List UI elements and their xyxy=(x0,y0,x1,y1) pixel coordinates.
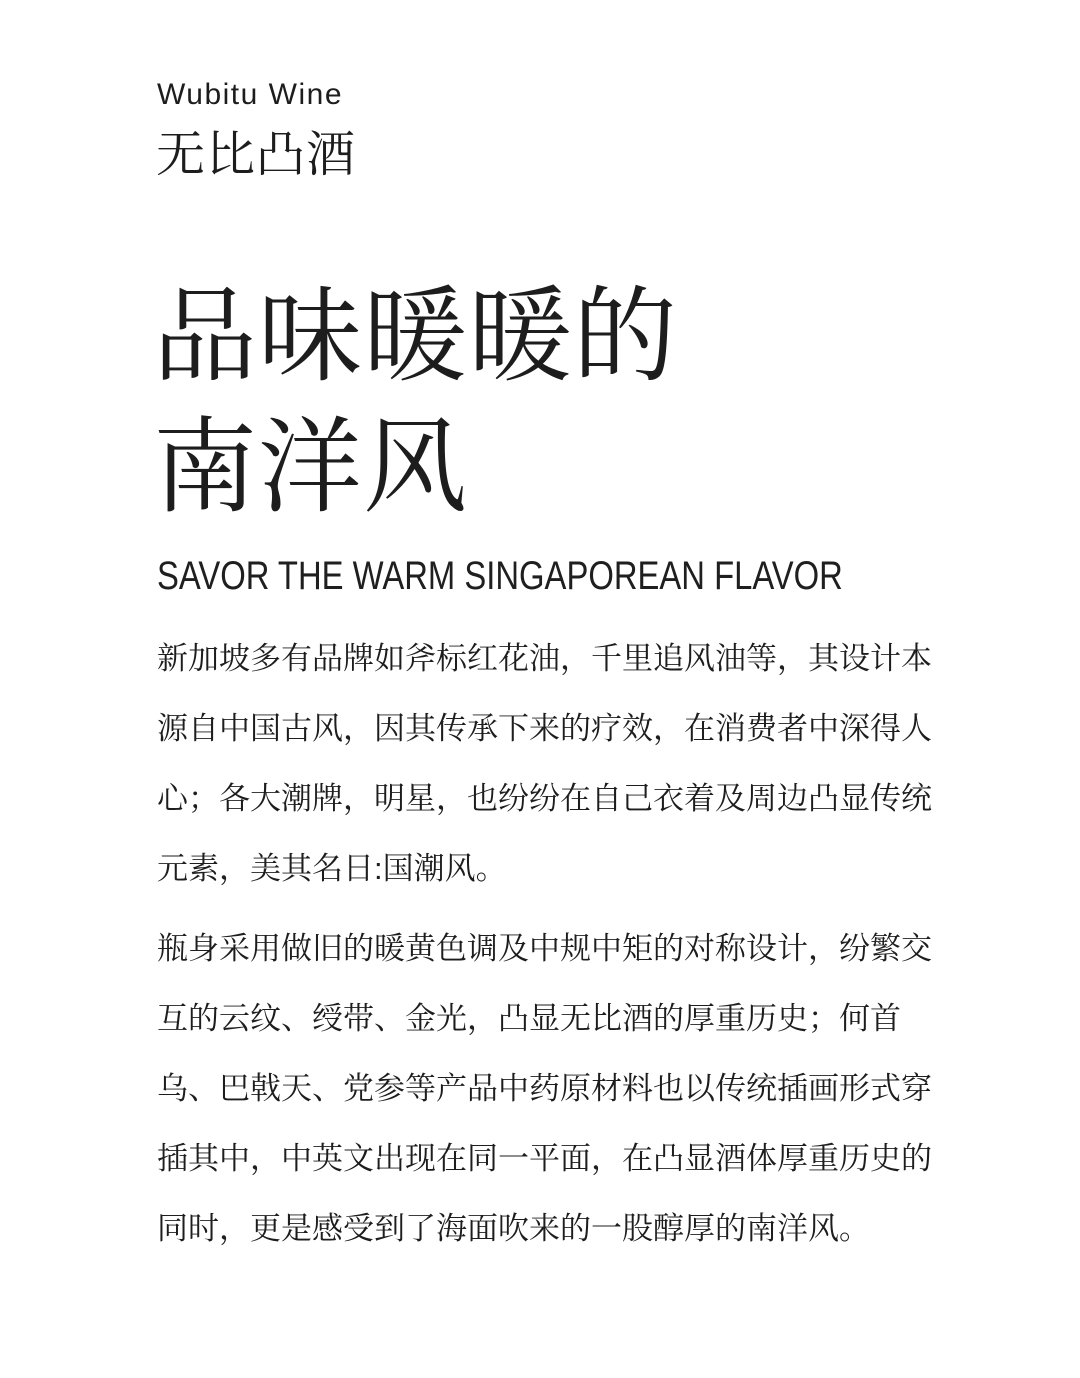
paragraph-line: 同时，更是感受到了海面吹来的一股醇厚的南洋风。 xyxy=(157,1211,870,1246)
body-paragraph-2 xyxy=(157,914,947,1264)
paragraph-line: 互的云纹、绶带、金光，凸显无比酒的厚重历史；何首 xyxy=(157,1001,901,1036)
brand-name-english: Wubitu Wine xyxy=(157,78,344,111)
body-copy xyxy=(157,624,947,1264)
paragraph-line: 源自中国古风，因其传承下来的疗效，在消费者中深得人 xyxy=(157,711,932,746)
paragraph-line: 瓶身采用做旧的暖黄色调及中规中矩的对称设计，纷繁交 xyxy=(157,931,932,966)
body-paragraph-1 xyxy=(157,624,947,904)
paragraph-line: 插其中，中英文出现在同一平面，在凸显酒体厚重历史的 xyxy=(157,1141,932,1176)
brand-name-chinese: 无比凸酒 xyxy=(156,128,357,182)
page-subtitle: SAVOR THE WARM SINGAPOREAN FLAVOR xyxy=(157,554,843,598)
page-title xyxy=(153,272,678,534)
paragraph-line: 乌、巴戟天、党参等产品中药原材料也以传统插画形式穿 xyxy=(157,1071,932,1106)
paragraph-line: 心；各大潮牌，明星，也纷纷在自己衣着及周边凸显传统 xyxy=(157,781,932,816)
page-title-line-2: 南洋风 xyxy=(153,410,469,526)
page-title-line-1: 品味暖暖的 xyxy=(153,279,679,395)
paragraph-line: 新加坡多有品牌如斧标红花油，千里追风油等，其设计本 xyxy=(157,641,932,676)
paragraph-line: 元素，美其名日:国潮风。 xyxy=(157,851,507,886)
